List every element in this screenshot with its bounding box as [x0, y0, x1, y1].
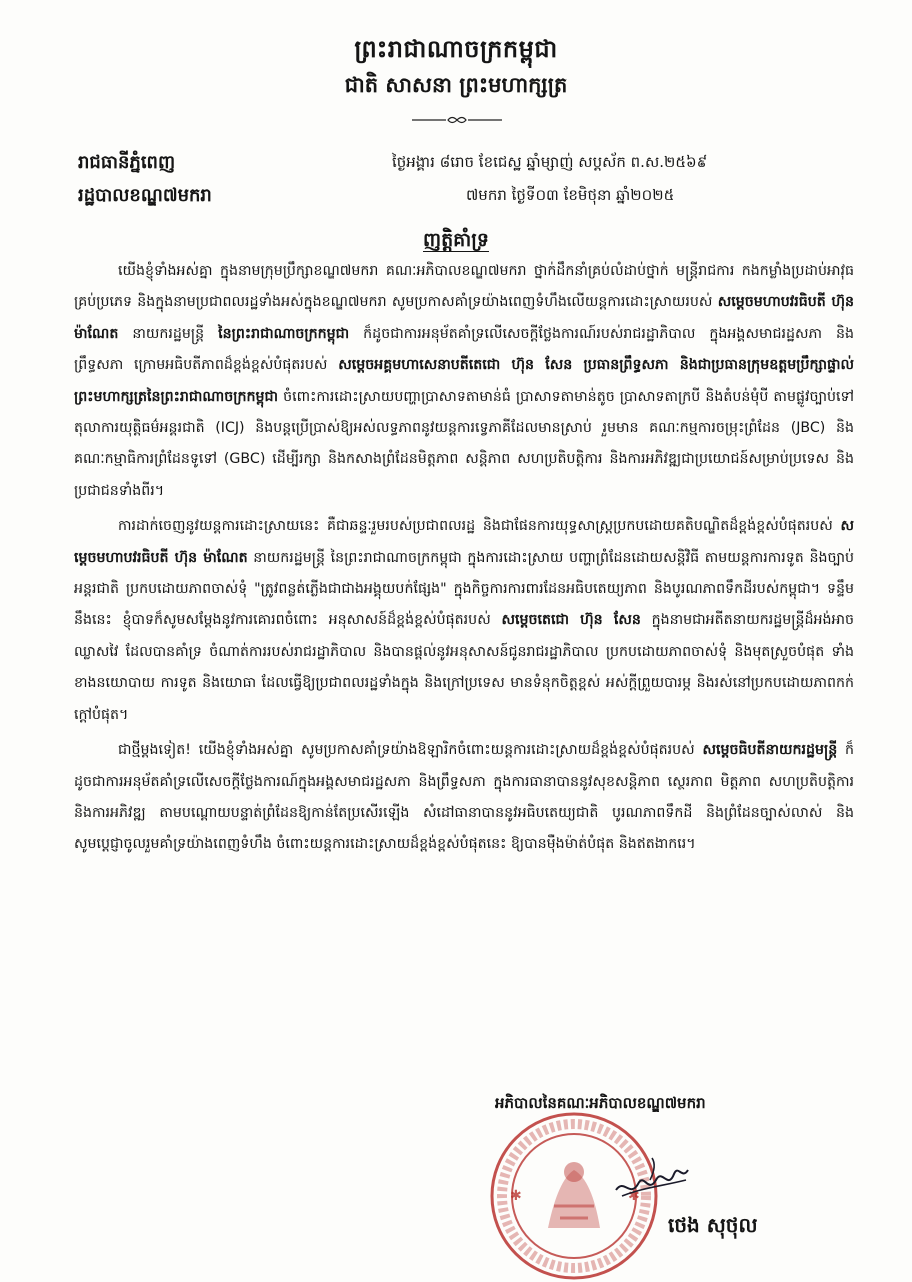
- signatory-name: ថេង សុថុល: [668, 1213, 758, 1237]
- document-title: ញត្តិគាំទ្រ: [423, 229, 489, 251]
- bold-name: សម្តេចតេជោ ហ៊ុន សែន: [501, 612, 641, 629]
- paragraph-1: [74, 256, 854, 507]
- paragraph-2: [74, 511, 854, 731]
- issuer-capital: រាជធានីភ្នំពេញ: [78, 152, 176, 173]
- text-run: ក៏ដូចជាការអនុម័តគាំទ្រលើសេចក្តីថ្លែងការណ៍ក្នុងអង្គសមាជរដ្ឋសភា និងព្រឹទ្ធសភា ក្នុងការធានាបាននូវសុខសន្តិភាព ស្ថេរភាព មិត្តភាព សហប្រតិបត្តិការ និងការអភិវឌ្ឍ តាមបណ្តោយបន្ទាត់ព្រំដែនឱ្យកាន់តែប្រសើរឡើង សំដៅធានាបាននូវអធិបតេយ្យជាតិ បូរណភាពទឹកដី និងព្រំដែនច្បាស់លាស់ និងសូមប្តេជ្ញាចូលរួមគាំទ្រយ៉ាងពេញទំហឹង ចំពោះយន្តការដោះស្រាយដ៏ខ្ពង់ខ្ពស់បំផុតនេះ ឱ្យបានម៉ឺងម៉ាត់បំផុត និងឥតងាករេ។: [74, 742, 854, 853]
- text-run: ក៏ដូចជាការអនុម័តគាំទ្រលើសេចក្តីថ្លែងការណ៍របស់រាជរដ្ឋាភិបាល ក្នុងអង្គសមាជរដ្ឋសភា និងព្រឹទ្ធសភា ក្រោមអធិបតីភាពដ៏ខ្ពង់ខ្ពស់បំផុតរបស់: [74, 325, 854, 374]
- ornament-divider-icon: [412, 114, 502, 126]
- svg-text:✱: ✱: [510, 1188, 522, 1204]
- text-run: ជាថ្មីម្តងទៀត! យើងខ្ញុំទាំងអស់គ្នា សូមប្រកាសគាំទ្រយ៉ាងឱឡារិកចំពោះយន្តការដោះស្រាយដ៏ខ្ពង់ខ្ពស់បំផុតរបស់: [118, 742, 703, 759]
- text-run: ការដាក់ចេញនូវយន្តការដោះស្រាយនេះ គឺជាឆន្ទៈរួមរបស់ប្រជាពលរដ្ឋ និងជាផែនការយុទ្ធសាស្ត្រប្រកបដោយគតិបណ្ឌិតដ៏ខ្ពង់ខ្ពស់បំផុតរបស់: [118, 518, 841, 535]
- document-body: [74, 256, 854, 865]
- text-run: យើងខ្ញុំទាំងអស់គ្នា ក្នុងនាមក្រុមប្រឹក្សាខណ្ឌ៧មករា គណៈអភិបាលខណ្ឌ៧មករា ថ្នាក់ដឹកនាំគ្រប់លំដាប់ថ្នាក់ មន្ត្រីរាជការ កងកម្លាំងប្រដាប់អាវុធគ្រប់ប្រភេទ និងក្នុងនាមប្រជាពលរដ្ឋទាំងអស់ក្នុងខណ្ឌ៧មករា សូមប្រកាសគាំទ្រយ៉ាងពេញទំហឹងលើយន្តការដោះស្រាយរបស់: [74, 263, 854, 311]
- handwritten-signature-icon: [612, 1150, 692, 1204]
- solar-date: ៧មករា ថ្ងៃទី០៣ ខែមិថុនា ឆ្នាំ២០២៥: [466, 186, 675, 204]
- date-block: [392, 146, 852, 212]
- text-run: នាយករដ្ឋមន្ត្រី: [118, 325, 219, 342]
- national-motto: ជាតិ សាសនា ព្រះមហាក្សត្រ: [344, 73, 568, 97]
- paragraph-3: [74, 735, 854, 861]
- lunar-date: ថ្ងៃអង្គារ ៨រោច ខែជេស្ឋ ឆ្នាំម្សាញ់ សប្តស័ក ព.ស.២៥៦៩: [392, 153, 708, 171]
- svg-text:✱: ✱: [628, 1188, 640, 1204]
- bold-name: សម្តេចធិបតីនាយករដ្ឋមន្ត្រី: [702, 742, 838, 759]
- bold-name: សម្តេចអគ្គមហាសេនាបតីតេជោ ហ៊ុន សែន ប្រធានព្រឹទ្ធសភា និងជាប្រធានក្រុមឧត្តមប្រឹក្សាផ្ទាល់ព្រះមហាក្សត្រនៃព្រះរាជាណាចក្រកម្ពុជា: [74, 357, 854, 405]
- text-run: ក្នុងនាមជាអតីតនាយករដ្ឋមន្ត្រីដ៏អង់អាចឈ្លាសវៃ ដែលបានគាំទ្រ ចំណាត់ការរបស់រាជរដ្ឋាភិបាល និងបានផ្តល់នូវអនុសាសន៍ជូនរាជរដ្ឋាភិបាល ប្រកបដោយភាពចាស់ទុំ និងមុតស្រួចបំផុត ទាំងខាងនយោបាយ ការទូត និងយោធា ដែលធ្វើឱ្យប្រជាពលរដ្ឋទាំងក្នុង និងក្រៅប្រទេស មានទំនុកចិត្តខ្ពស់ អស់ក្តីព្រួយបារម្ភ និងរស់នៅប្រកបដោយភាពកក់ក្តៅបំផុត។: [74, 612, 854, 723]
- issuer-block: [78, 146, 212, 212]
- bold-name: សម្តេចមហាបវរធិបតី ហ៊ុន ម៉ាណែត: [74, 518, 854, 566]
- text-run: ចំពោះការដោះស្រាយបញ្ហាប្រាសាទតាមាន់ធំ ប្រាសាទតាមាន់តូច ប្រាសាទតាក្របី និងតំបន់មុំបី តាមផ្លូវច្បាប់ទៅតុលាការយុត្តិធម៌អន្តរជាតិ (ICJ) និងបន្តប្រើប្រាស់ឱ្យអស់លទ្ធភាពនូវយន្តការទ្វេភាគីដែលមានស្រាប់ រួមមាន គណៈកម្មការចម្រុះព្រំដែន (JBC) និង គណៈកម្មាធិការព្រំដែនទូទៅ (GBC) ដើម្បីរក្សា និងកសាងព្រំដែនមិត្តភាព សន្តិភាព សហប្រតិបត្តិការ និងការអភិវឌ្ឍជាប្រយោជន៍សម្រាប់ប្រទេស និងប្រជាជនទាំងពីរ។: [74, 388, 854, 499]
- signatory-title: អភិបាលនៃគណៈអភិបាលខណ្ឌ៧មករា: [495, 1094, 706, 1112]
- kingdom-heading: ព្រះរាជាណាចក្រកម្ពុជា: [354, 35, 558, 63]
- text-run: នាយករដ្ឋមន្ត្រី នៃព្រះរាជាណាចក្រកម្ពុជា ក្នុងការដោះស្រាយ បញ្ហាព្រំដែនដោយសន្តិវិធី តាមយន្តការការទូត និងច្បាប់អន្តរជាតិ ប្រកបដោយភាពចាស់ទុំ "ត្រូវពន្លត់ភ្លើងជាជាងអង្គុយបក់ផ្សែង" ក្នុងកិច្ចការការពារដែនអធិបតេយ្យភាព និងបូរណភាពទឹកដីរបស់កម្ពុជា។ ទន្ទឹមនឹងនេះ ខ្ញុំបាទក៏សូមសម្តែងនូវការគោរពចំពោះ អនុសាសន៍ដ៏ខ្ពង់ខ្ពស់បំផុតរបស់: [74, 549, 855, 629]
- issuer-district: រដ្ឋបាលខណ្ឌ៧មករា: [78, 185, 212, 206]
- bold-name: សម្តេចមហាបវរធិបតី ហ៊ុន ម៉ាណែត: [74, 294, 854, 342]
- bold-name: នៃព្រះរាជាណាចក្រកម្ពុជា: [218, 325, 350, 342]
